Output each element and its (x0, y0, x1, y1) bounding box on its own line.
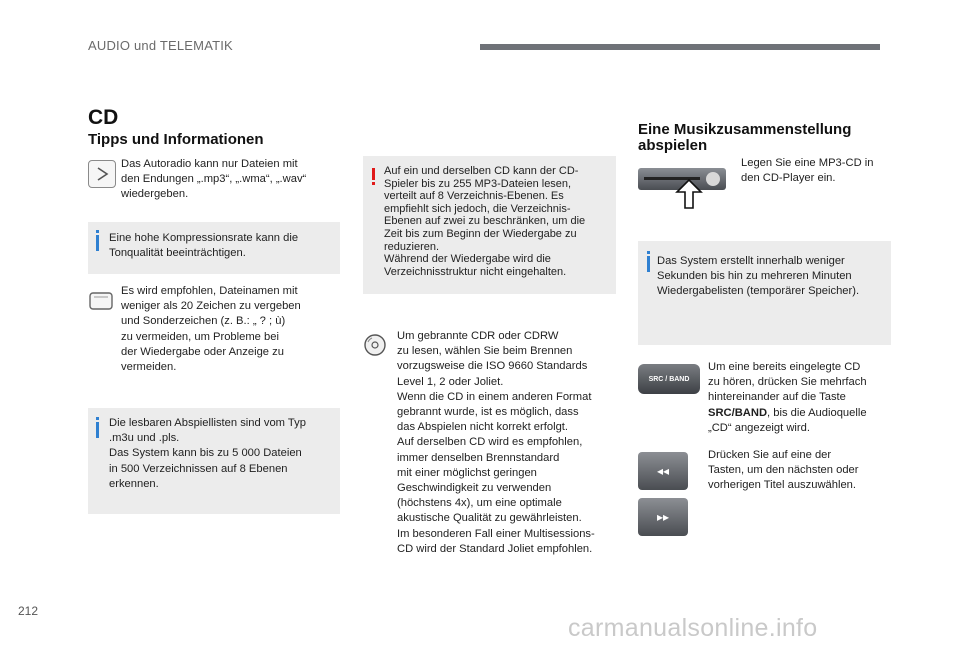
info-compression-text: Eine hohe Kompressionsrate kann die Tonqualität beeinträchtigen. (109, 232, 299, 260)
info-icon (96, 235, 99, 251)
insert-arrow-icon (673, 178, 705, 215)
watermark: carmanualsonline.info (568, 614, 818, 642)
disc-icon (363, 333, 387, 357)
tip-burning-standards: Um gebrannte CDR oder CDRW zu lesen, wählen Sie beim Brennen vorzugsweise die ISO 9660 Standards Level 1, 2 oder Joliet. Wenn die CD in einem anderen Format gebrannt wurde, ist es möglich, dass das Abspielen nicht korrekt erfolgt. Auf derselben CD wird es empfohlen, immer denselben Brennstandard mit einer möglichst geringen Geschwindigkeit zu verwenden (höchstens 4x), um eine optimale akustische Qualität zu gewährleisten. Im besonderen Fall einer Multisessions- CD wird der Standard Joliet empfohlen. (397, 330, 595, 555)
info-playlists-text: Die lesbaren Abspiellisten sind vom Typ .m3u und .pls. Das System kann bis zu 5 000 Dateien in 500 Verzeichnissen auf 8 Ebenen erkennen. (109, 417, 306, 490)
info-box-compression (88, 222, 340, 274)
tip-file-names: Es wird empfohlen, Dateinamen mit weniger als 20 Zeichen zu vergeben und Sonderzeichen (z. B.: „ ? ; ù) zu vermeiden, um Probleme bei der Wiedergabe oder Anzeige zu vermeiden. (121, 285, 301, 374)
subheading-tipps: Tipps und Informationen (88, 131, 264, 148)
screen-icon (88, 288, 114, 314)
play-icon (88, 160, 116, 188)
previous-track-button[interactable]: ◂◂ (638, 452, 688, 490)
tip-src-band: Um eine bereits eingelegte CD zu hören, drücken Sie mehrfach hintereinander auf die Taste SRC/BAND, bis die Audioquelle „CD“ angezeigt wird. (708, 361, 867, 434)
info-icon (647, 256, 650, 272)
page-number: 212 (18, 604, 39, 618)
info-box-playlists (88, 408, 340, 514)
warning-icon (372, 168, 375, 180)
info-box-playlists-create (638, 241, 891, 345)
warning-box-mp3 (363, 156, 616, 294)
tip-track-select: Drücken Sie auf eine der Tasten, um den nächsten oder vorherigen Titel auszuwählen. (708, 449, 859, 492)
section-heading-cd: CD (88, 106, 119, 129)
tip-file-types: Das Autoradio kann nur Dateien mit den Endungen „.mp3“, „.wma“, „.wav“ wiedergeben. (121, 158, 307, 201)
next-track-button[interactable]: ▸▸ (638, 498, 688, 536)
volume-knob (706, 172, 720, 186)
info-playlists-create-text: Das System erstellt innerhalb weniger Sekunden bis hin zu mehreren Minuten Wiedergabelisten (temporärer Speicher). (657, 255, 860, 298)
tip-insert-cd: Legen Sie eine MP3-CD in den CD-Player ein. (741, 157, 874, 185)
warning-mp3-text: Auf ein und derselben CD kann der CD- Spieler bis zu 255 MP3-Dateien lesen, verteilt auf 8 Verzeichnis-Ebenen. Es empfiehlt sich jedoch, die Verzeichnis- Ebenen auf zwei zu beschränken, um die Zeit bis zum Beginn der Wiedergabe zu reduzieren. Während der Wiedergabe wird die Verzeichnisstruktur nicht eingehalten. (384, 165, 586, 278)
header-title: AUDIO und TELEMATIK (88, 38, 233, 53)
src-band-button[interactable]: SRC / BAND (638, 364, 700, 394)
subheading-musikzusammenstellung: Eine Musikzusammenstellung abspielen (638, 121, 852, 154)
info-icon (96, 422, 99, 438)
header-bar (480, 44, 880, 50)
